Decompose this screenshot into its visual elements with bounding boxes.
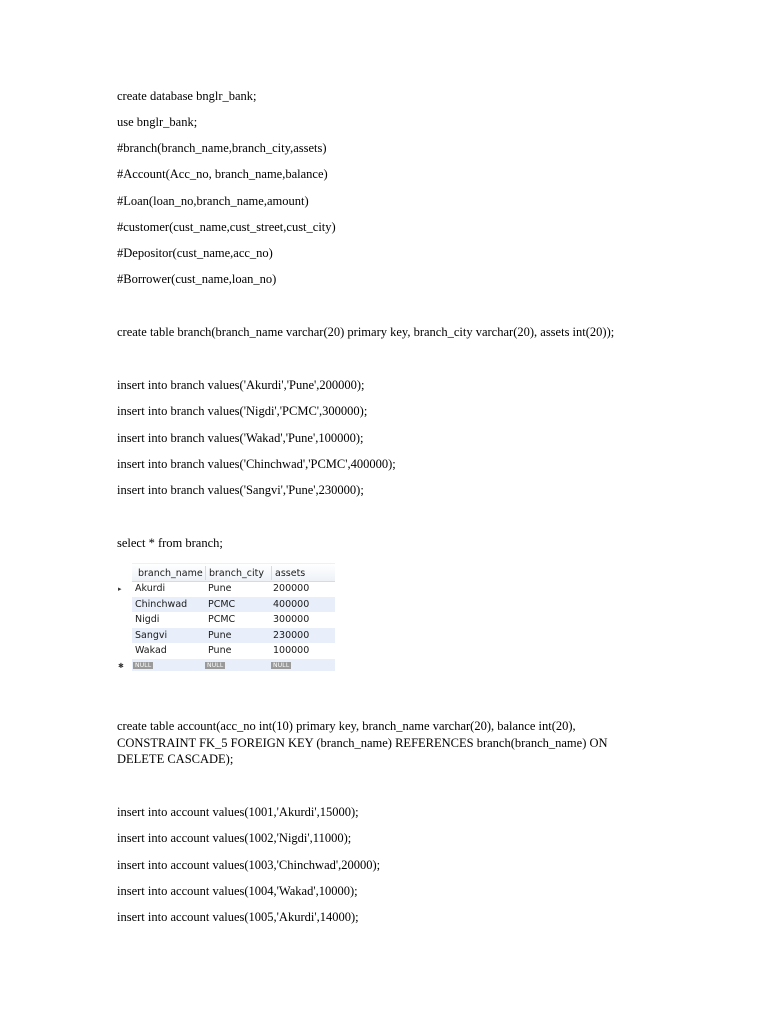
schema-comment-account: #Account(Acc_no, branch_name,balance) [117,167,328,181]
column-divider [271,566,272,580]
column-header-branch-city: branch_city [209,568,264,579]
sql-insert-account: insert into account values(1005,'Akurdi',14000); [117,910,359,924]
table-row-new [132,659,335,671]
schema-comment-customer: #customer(cust_name,cust_street,cust_city) [117,220,336,234]
cell-branch-city: PCMC [208,598,236,610]
sql-insert-account: insert into account values(1001,'Akurdi',15000); [117,805,359,819]
cell-branch-name: Chinchwad [135,598,188,610]
cell-assets: 100000 [273,645,310,656]
cell-branch-city: Pune [208,629,232,641]
table-row [132,628,335,644]
sql-insert-branch: insert into branch values('Akurdi','Pune',200000); [117,378,365,392]
sql-insert-branch: insert into branch values('Nigdi','PCMC',300000); [117,404,368,418]
table-row [132,581,335,597]
schema-comment-borrower: #Borrower(cust_name,loan_no) [117,272,277,286]
schema-comment-branch: #branch(branch_name,branch_city,assets) [117,141,327,155]
null-badge: NULL [207,661,224,669]
cell-branch-name: Sangvi [135,629,168,641]
cell-assets: 200000 [273,583,310,594]
sql-create-branch-table: create table branch(branch_name varchar(20) primary key, branch_city varchar(20), assets int(20)); [117,325,615,339]
column-header-assets: assets [275,568,306,579]
sql-insert-account: insert into account values(1004,'Wakad',10000); [117,884,358,898]
null-badge: NULL [273,661,290,669]
cell-assets: 230000 [273,629,310,641]
cell-branch-city: Pune [208,645,232,656]
table-row [132,643,335,659]
current-row-marker-icon: ▸ [118,585,122,593]
cell-branch-name: Akurdi [135,583,166,594]
cell-assets: 300000 [273,614,310,625]
sql-use-database: use bnglr_bank; [117,115,198,129]
table-row [132,597,335,613]
sql-create-database: create database bnglr_bank; [117,89,257,103]
sql-insert-account: insert into account values(1003,'Chinchwad',20000); [117,858,381,872]
sql-create-account-table: create table account(acc_no int(10) primary key, branch_name varchar(20), balance int(20), CONSTRAINT FK_5 FOREIGN KEY (branch_name) REFERENCES branch(branch_name) ON DELETE CASCADE); [117,719,608,766]
cell-branch-name: Wakad [135,645,167,656]
new-row-marker-icon: ✱ [118,662,124,670]
cell-branch-city: PCMC [208,614,236,625]
schema-comment-loan: #Loan(loan_no,branch_name,amount) [117,194,309,208]
table-row [132,612,335,628]
sql-insert-account: insert into account values(1002,'Nigdi',11000); [117,831,352,845]
query-result-grid [116,561,338,673]
cell-branch-name: Nigdi [135,614,160,625]
cell-branch-city: Pune [208,583,232,594]
result-grid-header [132,563,335,582]
sql-insert-branch: insert into branch values('Wakad','Pune',100000); [117,431,364,445]
column-header-branch-name: branch_name [138,568,203,579]
null-badge: NULL [135,661,152,669]
cell-assets: 400000 [273,598,310,610]
sql-insert-branch: insert into branch values('Sangvi','Pune',230000); [117,483,364,497]
sql-select-branch: select * from branch; [117,536,223,550]
schema-comment-depositor: #Depositor(cust_name,acc_no) [117,246,273,260]
column-divider [205,566,206,580]
sql-insert-branch: insert into branch values('Chinchwad','PCMC',400000); [117,457,396,471]
